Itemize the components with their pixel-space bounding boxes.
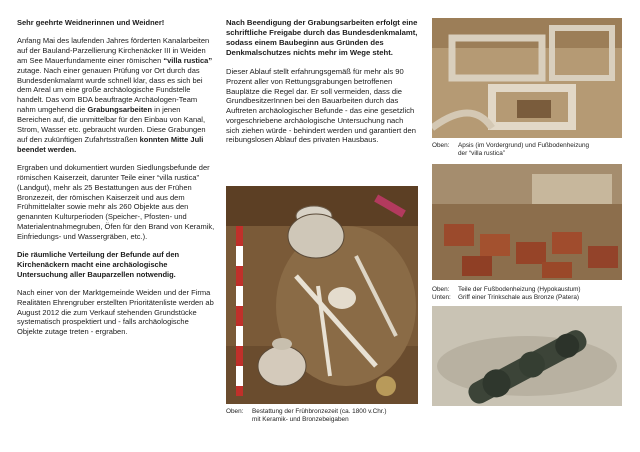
greeting: Sehr geehrte Weidnerinnen und Weidner! (17, 18, 165, 27)
text-column-middle (226, 18, 418, 153)
caption-villa: Oben: Apsis (im Vordergrund) und Fußbodenheizung der “villa rustica” (432, 142, 590, 158)
bronze-handle-photo (432, 306, 622, 406)
caption-hypocaust: Oben: Teile der Fußbodenheizung (Hypokaustum) Unten: Griff einer Trinkschale aus Bronze (Patera) (432, 286, 581, 302)
hypocaust-photo (432, 164, 622, 280)
text-column-left (17, 18, 215, 345)
paragraph-procedure: Dieser Ablauf stellt erfahrungsgemäß für mehr als 90 Prozent aller von Rettungsgrabungen betroffenen Bauplätze die Regel dar. Er soll vermeiden, dass die GrundbesitzerInnen bei den Bauarbeiten durch das Auftreten archäologischer Befunde - das eine gesetzlich vorgeschriebene archäologische Untersuchung nach sich ziehen würde - behindert werden und garantiert den reibungslosen Ablauf des privaten Hausbaus. (226, 67, 416, 145)
burial-photo (226, 186, 418, 404)
villa-rustica-photo (432, 18, 622, 138)
paragraph-priority: Nach einer von der Marktgemeinde Weiden und der Firma Realitäten Ehrengruber erstellten Prioritätenliste werden ab August 2012 die zum Verkauf stehenden Grundstücke systematisch prospektiert und - falls archäologische Objekte zutage treten - ergraben. (17, 287, 214, 337)
paragraph-distribution: Die räumliche Verteilung der Befunde auf den Kirchenäckern macht eine archäologische Untersuchung aller Bauparzellen notwendig. (17, 250, 180, 279)
caption-burial: Oben: Bestattung der Frühbronzezeit (ca. 1800 v.Chr.) mit Keramik- und Bronzebeigaben (226, 408, 387, 424)
paragraph-intro: Anfang Mai des laufenden Jahres förderten Kanalarbeiten auf der Bauland-Parzellierung Kirchenäcker III in Weiden am See Mauerfundamente einer römischen “villa rustica” zutage. Nach einer genauen Prüfung vor Ort durch das Bundesdenkmalamt wurde schnell klar, dass es sich bei dem Areal um eine große archäologische Fundstelle handelt. Das vom BDA beauftragte Archäologen-Team nahm umgehend die Grabungsarbeiten in jenen Bereichen auf, die unmittelbar für den Einbau von Kanal, Strom, Wasser etc. gebraucht wurden. Diese Grabungen auf den zukünftigen Zufahrtsstraßen konnten Mitte Juli beendet werden. (17, 35, 213, 154)
paragraph-findings: Ergraben und dokumentiert wurden Siedlungsbefunde der römischen Kaiserzeit, darunter Teile einer “villa rustica” (Landgut), mehr als 25 Bestattungen aus der Frühen Bronzezeit, der römischen Kaiserzeit und aus dem Frühmittelalter sowie mehr als 260 Objekte aus den genannten Kulturperioden (Speicher-, Pfosten- und Materialentnahmegruben, Öfen für den Brand von Keramik, Einfriedungs- und Wassergräben, etc.). (17, 162, 215, 242)
paragraph-release: Nach Beendigung der Grabungsarbeiten erfolgt eine schriftliche Freigabe durch das Bundesdenkmalamt, sodass einem Baubeginn aus Gründen des Denkmalschutzes nichts mehr im Wege steht. (226, 18, 418, 58)
